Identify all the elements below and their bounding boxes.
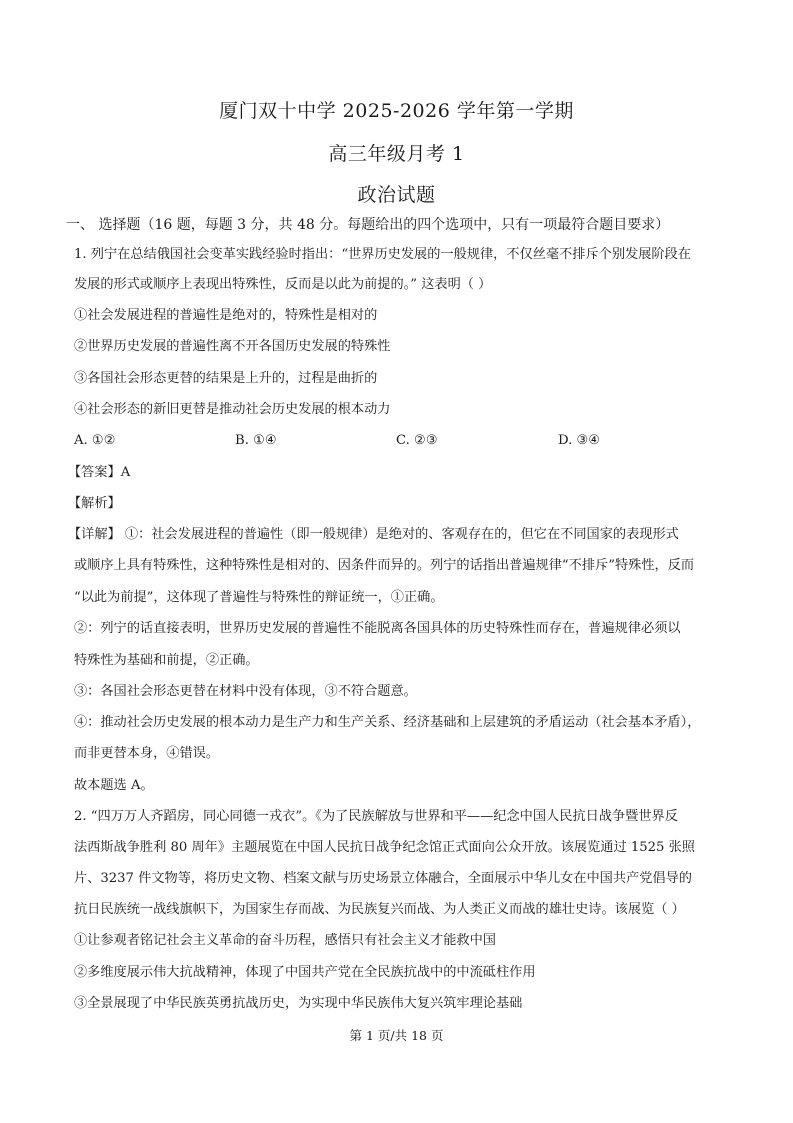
q1-detail-line-4: ②：列宁的话直接表明，世界历史发展的普遍性不能脱离各国具体的历史特殊性而存在，普遍规律必须以 — [74, 621, 681, 636]
q1-detail-line-6: ③：各国社会形态更替在材料中没有体现，③不符合题意。 — [74, 684, 417, 699]
q1-detail-line-5: 特殊性为基础和前提，②正确。 — [74, 653, 259, 668]
q2-statement-3: ③全景展现了中华民族英勇抗战历史，为实现中华民族伟大复兴筑牢理论基础 — [74, 996, 523, 1011]
exam-title-grade: 高三年级月考 1 — [328, 143, 465, 165]
q1-detail-line-7: ④：推动社会历史发展的根本动力是生产力和生产关系、经济基础和上层建筑的矛盾运动（社会基本矛盾）， — [74, 715, 701, 730]
q1-analysis-label: 【解析】 — [68, 496, 121, 511]
exam-title-subject: 政治试题 — [357, 184, 436, 206]
q1-stem-line-1: 1. 列宁在总结俄国社会变革实践经验时指出：“世界历史发展的一般规律，不仅丝毫不排斥个别发展阶段在 — [74, 247, 691, 262]
q2-statement-2: ②多维度展示伟大抗战精神，体现了中国共产党在全民族抗战中的中流砥柱作用 — [74, 965, 536, 980]
exam-title-school: 厦门双十中学 2025-2026 学年第一学期 — [219, 100, 574, 122]
q2-stem-line-4: 抗日民族统一战线旗帜下，为国家生存而战、为民族复兴而战、为人类正义而战的雄壮史诗。该展览（ ） — [74, 902, 685, 917]
q1-statement-3: ③各国社会形态更替的结果是上升的，过程是曲折的 — [74, 371, 378, 386]
section-heading: 一、 选择题（16 题，每题 3 分，共 48 分。每题给出的四个选项中，只有一项最符合题目要求） — [66, 217, 670, 233]
q1-detail-line-9: 故本题选 A。 — [74, 778, 154, 793]
q1-statement-2: ②世界历史发展的普遍性离不开各国历史发展的特殊性 — [74, 339, 391, 354]
q1-option-b: B. ①④ — [235, 433, 277, 448]
q2-stem-line-2: 法西斯战争胜利 80 周年》主题展览在中国人民抗日战争纪念馆正式面向公众开放。该展览通过 1525 张照 — [74, 840, 695, 855]
q1-statement-4: ④社会形态的新旧更替是推动社会历史发展的根本动力 — [74, 402, 391, 417]
page-footer: 第 1 页/共 18 页 — [349, 1028, 444, 1043]
q2-stem-line-1: 2. “四万万人齐蹈房，同心同德一戎衣”。《为了民族解放与世界和平——纪念中国人民抗日战争暨世界反 — [74, 809, 678, 824]
q1-detail-line-2: 或顺序上具有特殊性，这种特殊性是相对的、因条件而异的。列宁的话指出普遍规律“不排斥”特殊性，反而 — [74, 558, 695, 573]
q2-stem-line-3: 片、3237 件文物等，将历史文物、档案文献与历史场景立体融合，全面展示中华儿女在中国共产党倡导的 — [74, 871, 692, 886]
q1-detail-line-3: “以此为前提”，这体现了普遍性与特殊性的辩证统一，①正确。 — [74, 590, 444, 605]
q1-detail-line-8: 而非更替本身，④错误。 — [74, 746, 220, 761]
q1-option-c: C. ②③ — [396, 433, 438, 448]
q1-answer: 【答案】A — [68, 465, 131, 480]
q1-detail-line-1: 【详解】 ①：社会发展进程的普遍性（即一般规律）是绝对的、客观存在的，但它在不同国家的表现形式 — [68, 527, 679, 542]
q2-statement-1: ①让参观者铭记社会主义革命的奋斗历程，感悟只有社会主义才能救中国 — [74, 933, 496, 948]
q1-option-d: D. ③④ — [558, 433, 601, 448]
q1-statement-1: ①社会发展进程的普遍性是绝对的，特殊性是相对的 — [74, 308, 378, 323]
q1-option-a: A. ①② — [74, 433, 116, 448]
q1-stem-line-2: 发展的形式或顺序上表现出特殊性，反而是以此为前提的。” 这表明（ ） — [74, 277, 492, 292]
